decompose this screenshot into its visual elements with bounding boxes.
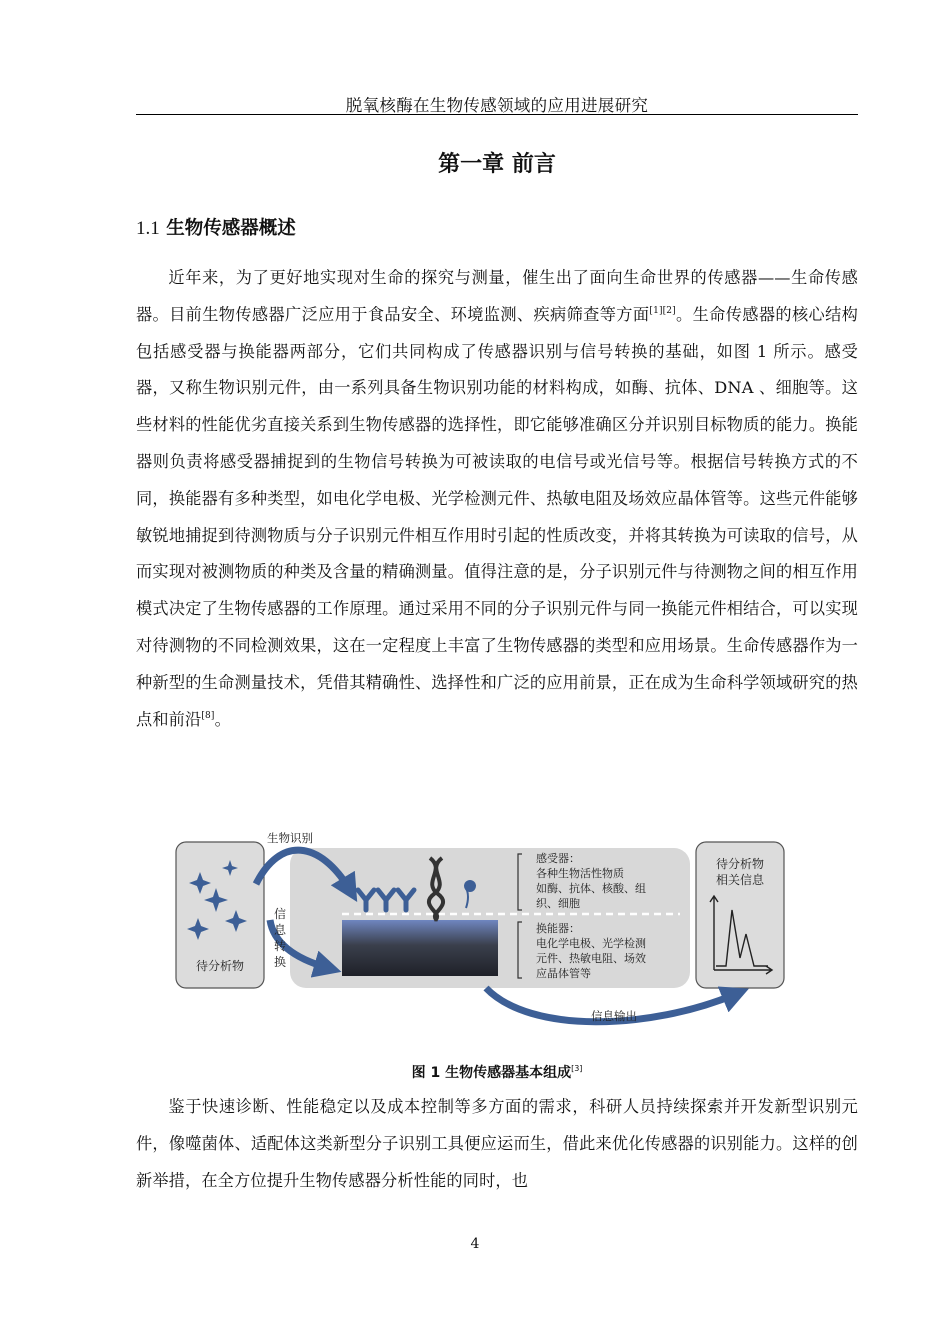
transducer-line-1: 电化学电极、光学检测 bbox=[536, 937, 646, 950]
receptor-title: 感受器： bbox=[536, 852, 580, 865]
signal-conversion-char-1: 信 bbox=[274, 907, 287, 921]
section-number: 1.1 bbox=[136, 218, 160, 239]
output-line-1: 待分析物 bbox=[715, 857, 765, 871]
transducer-line-2: 元件、热敏电阻、场效 bbox=[536, 952, 646, 965]
paragraph-recognition: 鉴于快速诊断、性能稳定以及成本控制等多方面的需求，科研人员持续探索并开发新型识别元件，像噬菌体、适配体这类新型分子识别工具便应运而生，借此来优化传感器的识别能力。这样的创新举措，在全方位提升生物传感器分析性能的同时，也 bbox=[136, 1097, 858, 1190]
figure-caption-citation: [3] bbox=[571, 1064, 583, 1073]
paragraph-intro-text-b: 。生命传感器的核心结构包括感受器与换能器两部分，它们共同构成了传感器识别与信号转换的基础，如图 1 所示。感受器，又称生物识别元件，由一系列具备生物识别功能的材料构成，如酶、抗体、DNA 、细胞等。这些材料的性能优劣直接关系到生物传感器的选择性，即它能够准确区分并识别目标物质的能力。换能器则负责将感受器捕捉到的生物信号转换为可被读取的电信号或光信号等。根据信号转换方式的不同，换能器有多种类型，如电化学电极、光学检测元件、热敏电阻及场效应晶体管等。这些元件能够敏锐地捕捉到待测物质与分子识别元件相互作用时引起的性质改变，并将其转换为可读取的信号，从而实现对被测物质的种类及含量的精确测量。值得注意的是，分子识别元件与待测物之间的相互作用模式决定了生物传感器的工作原理。通过采用不同的分子识别元件与同一换能元件相结合，可以实现对待测物的不同检测效果，这在一定程度上丰富了生物传感器的类型和应用场景。生命传感器作为一种新型的生命测量技术，凭借其精确性、选择性和广泛的应用前景，正在成为生命科学领域研究的热点和前沿 bbox=[136, 304, 858, 729]
figure-caption-text: 图 1 生物传感器基本组成 bbox=[411, 1065, 572, 1081]
transducer-element bbox=[342, 920, 498, 976]
receptor-line-3: 织、细胞 bbox=[536, 897, 580, 910]
output-line-2: 相关信息 bbox=[715, 873, 765, 887]
chapter-title: 第一章 前言 bbox=[438, 152, 556, 177]
bio-recognition-label: 生物识别 bbox=[267, 831, 313, 845]
signal-conversion-char-2: 息 bbox=[274, 923, 287, 937]
running-header: 脱氧核酶在生物传感领域的应用进展研究 bbox=[345, 96, 649, 115]
citation-2: [2] bbox=[662, 305, 676, 316]
signal-output-label: 信息输出 bbox=[591, 1009, 637, 1023]
page-number: 4 bbox=[470, 1236, 480, 1252]
section-title bbox=[136, 214, 296, 240]
signal-conversion-char-3: 转 bbox=[274, 939, 287, 953]
signal-conversion-char-4: 换 bbox=[274, 955, 287, 969]
transducer-line-3: 应晶体管等 bbox=[536, 967, 591, 980]
figure-biosensor bbox=[170, 830, 790, 1030]
section-heading: 生物传感器概述 bbox=[166, 218, 296, 239]
biosensor-diagram bbox=[170, 830, 790, 1030]
citation-8: [8] bbox=[201, 710, 215, 721]
analyte-label: 待分析物 bbox=[195, 959, 245, 973]
paragraph-intro-text-c: 。 bbox=[214, 709, 231, 729]
figure-caption bbox=[136, 1062, 858, 1082]
receptor-line-1: 各种生物活性物质 bbox=[536, 867, 624, 880]
receptor-line-2: 如酶、抗体、核酸、组 bbox=[536, 882, 646, 895]
paragraph-intro bbox=[136, 260, 858, 738]
citation-1: [1] bbox=[649, 305, 663, 316]
paragraph-intro-text-a: 近年来，为了更好地实现对生命的探究与测量，催生出了面向生命世界的传感器——生命传感器。目前生物传感器广泛应用于食品安全、环境监测、疾病筛查等方面 bbox=[136, 268, 858, 324]
header-rule bbox=[136, 114, 858, 115]
transducer-title: 换能器： bbox=[536, 922, 580, 935]
